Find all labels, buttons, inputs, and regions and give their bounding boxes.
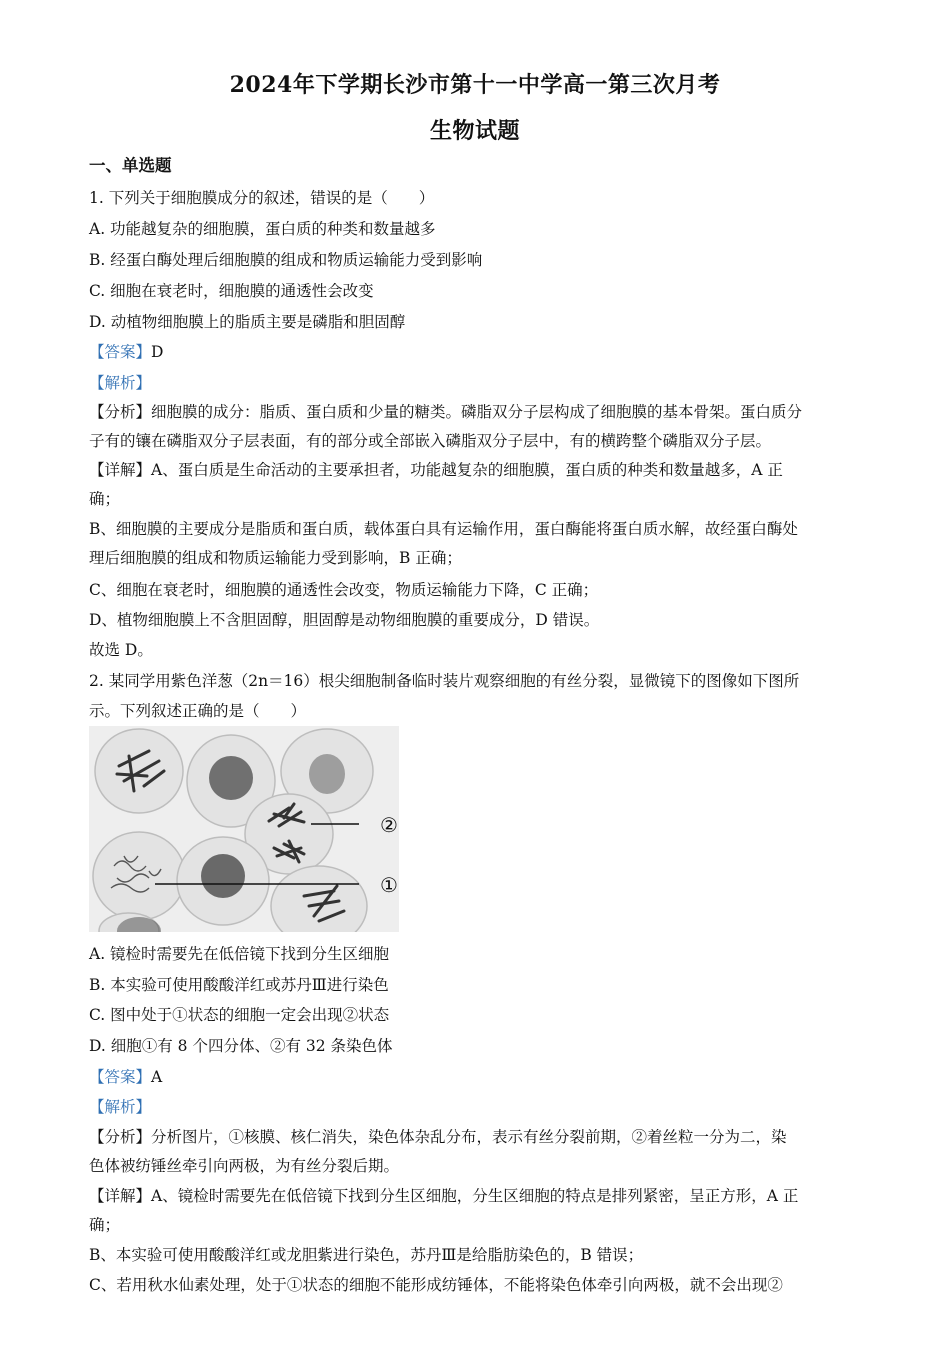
fenxi-text: 细胞膜的成分：脂质、蛋白质和少量的糖类。磷脂双分子层构成了细胞膜的基本骨架。蛋白质分 — [151, 403, 803, 421]
q1-fenxi-line-1 — [89, 402, 869, 422]
q2-analysis-tag: 【解析】 — [89, 1098, 152, 1116]
figure-label-2: ② — [380, 813, 398, 837]
q1-analysis-tag: 【解析】 — [89, 374, 152, 392]
q1-xiangjie-a-cont: 确； — [89, 490, 121, 508]
q1-option-d: D. 动植物细胞膜上的脂质主要是磷脂和胆固醇 — [89, 313, 406, 331]
q2-xiangjie-c: C、若用秋水仙素处理，处于①状态的细胞不能形成纺锤体，不能将染色体牵引向两极，就不会出现② — [89, 1276, 783, 1294]
q1-fenxi-line-2: 子有的镶在磷脂双分子层表面，有的部分或全部嵌入磷脂双分子层中，有的横跨整个磷脂双分子层。 — [89, 432, 772, 450]
answer-tag: 【答案】 — [89, 343, 152, 361]
q2-fenxi-line-2: 色体被纺锤丝牵引向两极，为有丝分裂后期。 — [89, 1157, 400, 1175]
q2-option-d: D. 细胞①有 8 个四分体、②有 32 条染色体 — [89, 1037, 393, 1055]
q1-xiangjie-d: D、植物细胞膜上不含胆固醇，胆固醇是动物细胞膜的重要成分，D 错误。 — [89, 611, 600, 629]
answer-value: A — [151, 1068, 163, 1086]
q1-stem: 1. 下列关于细胞膜成分的叙述，错误的是（ ） — [89, 189, 435, 207]
q2-fenxi-line-1 — [89, 1127, 869, 1147]
q2-xiangjie-b: B、本实验可使用酸酸洋红或龙胆紫进行染色，苏丹Ⅲ是给脂肪染色的，B 错误； — [89, 1246, 644, 1264]
page-title: 2024年下学期长沙市第十一中学高一第三次月考 — [229, 72, 721, 98]
q2-answer — [89, 1067, 869, 1087]
section-heading: 一、单选题 — [89, 156, 172, 175]
micrograph-figure — [89, 726, 399, 932]
figure-label-1: ① — [380, 873, 398, 897]
answer-tag: 【答案】 — [89, 1068, 152, 1086]
q1-xiangjie-a — [89, 460, 869, 480]
q2-option-c: C. 图中处于①状态的细胞一定会出现②状态 — [89, 1006, 390, 1024]
q1-answer — [89, 342, 869, 362]
q1-xiangjie-c: C、细胞在衰老时，细胞膜的通透性会改变，物质运输能力下降，C 正确； — [89, 581, 599, 599]
q1-xiangjie-b-cont: 理后细胞膜的组成和物质运输能力受到影响，B 正确； — [89, 549, 462, 567]
q1-option-c: C. 细胞在衰老时，细胞膜的通透性会改变 — [89, 282, 374, 300]
q2-option-a: A. 镜检时需要先在低倍镜下找到分生区细胞 — [89, 945, 390, 963]
q1-xiangjie-b: B、细胞膜的主要成分是脂质和蛋白质，载体蛋白具有运输作用，蛋白酶能将蛋白质水解，故经蛋白酶处 — [89, 520, 798, 538]
q2-stem-line-2: 示。下列叙述正确的是（ ） — [89, 702, 307, 720]
page-subtitle: 生物试题 — [429, 118, 520, 144]
q1-conclusion: 故选 D。 — [89, 641, 153, 659]
fenxi-tag: 【分析】 — [89, 403, 152, 421]
fenxi-text: 分析图片，①核膜、核仁消失，染色体杂乱分布，表示有丝分裂前期，②着丝粒一分为二，染 — [151, 1128, 787, 1146]
q2-stem-line-1: 2. 某同学用紫色洋葱（2n＝16）根尖细胞制备临时装片观察细胞的有丝分裂，显微镜下的图像如下图所 — [89, 672, 800, 690]
q2-xiangjie-a — [89, 1186, 869, 1206]
xiangjie-tag: 【详解】 — [89, 1187, 152, 1205]
fenxi-tag: 【分析】 — [89, 1128, 152, 1146]
q2-xiangjie-a-cont: 确； — [89, 1216, 121, 1234]
answer-value: D — [151, 343, 164, 361]
q1-option-b: B. 经蛋白酶处理后细胞膜的组成和物质运输能力受到影响 — [89, 251, 483, 269]
micrograph-image — [89, 726, 399, 932]
xiangjie-text: A、镜检时需要先在低倍镜下找到分生区细胞，分生区细胞的特点是排列紧密，呈正方形，A 正 — [151, 1187, 799, 1205]
xiangjie-text: A、蛋白质是生命活动的主要承担者，功能越复杂的细胞膜，蛋白质的种类和数量越多，A 正 — [151, 461, 783, 479]
q2-option-b: B. 本实验可使用酸酸洋红或苏丹Ⅲ进行染色 — [89, 976, 389, 994]
q1-option-a: A. 功能越复杂的细胞膜，蛋白质的种类和数量越多 — [89, 220, 436, 238]
xiangjie-tag: 【详解】 — [89, 461, 152, 479]
